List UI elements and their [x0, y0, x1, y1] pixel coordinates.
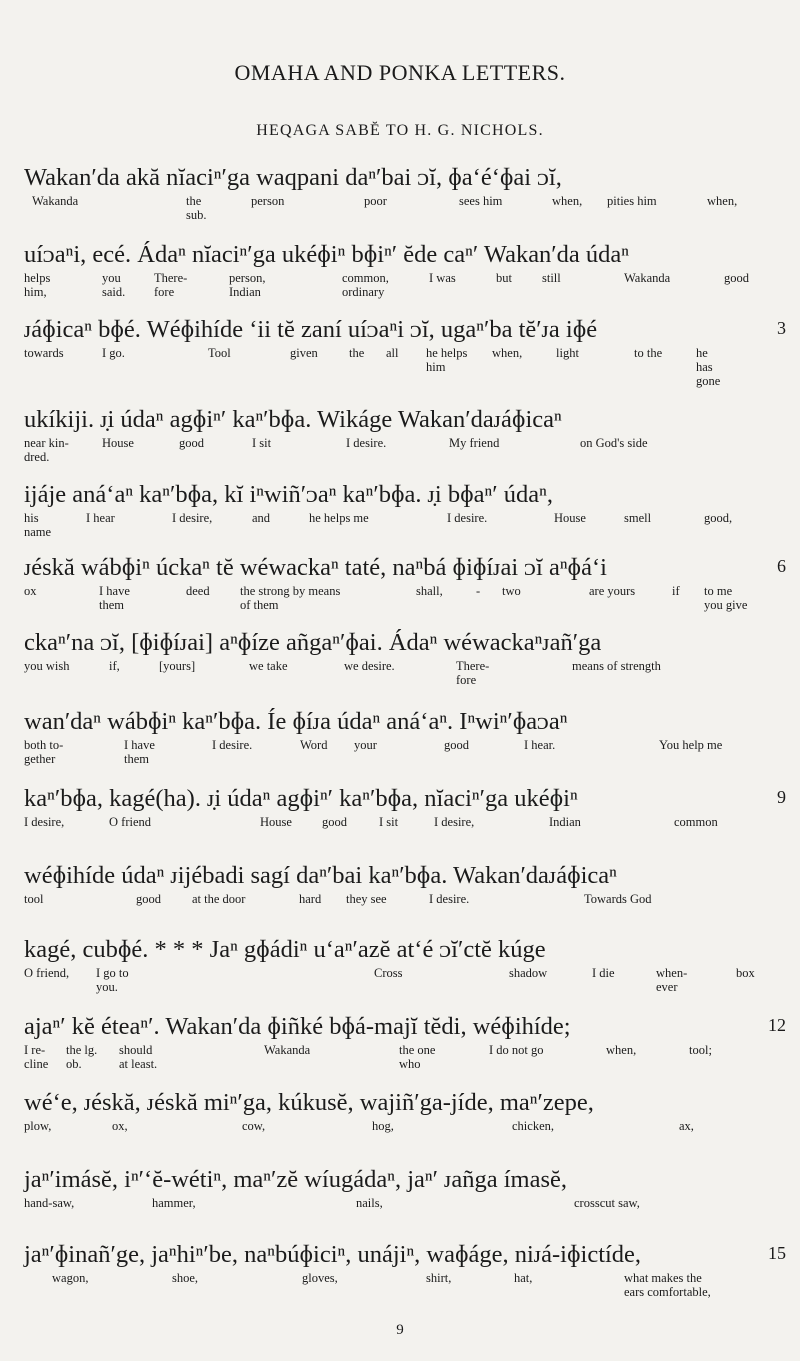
gloss-text: fore: [154, 285, 175, 299]
gloss-text: we desire.: [344, 659, 395, 673]
gloss-text: wagon,: [52, 1271, 89, 1285]
gloss-text: sub.: [186, 208, 207, 222]
gloss-word: [624, 511, 651, 525]
gloss-word: [656, 966, 687, 994]
gloss-text: he helps me: [309, 511, 369, 525]
gloss-word: [212, 738, 252, 752]
gloss-text: gone: [696, 374, 721, 388]
gloss-text: ever: [656, 980, 678, 994]
gloss-text: helps: [24, 271, 51, 285]
gloss-text: shadow: [509, 966, 548, 980]
gloss-word: [456, 659, 489, 687]
gloss-word: [24, 271, 50, 299]
gloss-word: [349, 346, 364, 360]
gloss-word: [584, 892, 652, 906]
gloss-word: [24, 1043, 48, 1071]
gloss-word: [252, 436, 271, 450]
gloss-word: [322, 815, 347, 829]
gloss-word: [634, 346, 662, 360]
gloss-text: I have: [124, 738, 155, 752]
gloss-word: [242, 1119, 265, 1133]
line-number: 3: [777, 318, 786, 338]
gloss-text: good: [179, 436, 204, 450]
gloss-word: [102, 436, 134, 450]
gloss-text: O friend: [109, 815, 151, 829]
gloss-text: person: [251, 194, 285, 208]
gloss-word: [66, 1043, 97, 1071]
gloss-text: you give: [704, 598, 748, 612]
gloss-text: I re-: [24, 1043, 46, 1057]
gloss-text: you.: [96, 980, 118, 994]
gloss-word: [589, 584, 635, 598]
gloss-text: I desire.: [212, 738, 253, 752]
gloss-text: him: [426, 360, 446, 374]
text-line: ukíkiji. ᴊ̣i údaⁿ agɸiⁿ′ kaⁿ′bɸa. Wikáge Wakan′daᴊáɸicaⁿ: [24, 406, 562, 433]
gloss-word: [24, 892, 43, 906]
gloss-word: [154, 271, 187, 299]
gloss-text: hat,: [514, 1271, 533, 1285]
gloss-text: hard: [299, 892, 322, 906]
gloss-word: [172, 1271, 198, 1285]
gloss-text: shoe,: [172, 1271, 199, 1285]
gloss-word: [574, 1196, 640, 1210]
gloss-word: [240, 584, 340, 612]
text-line: ckaⁿ′na ᴐĭ, [ɸiɸíᴊai] aⁿɸíze añgaⁿ′ɸai. Ádaⁿ wéwackaⁿᴊañ′ga: [24, 629, 602, 656]
gloss-text: dred.: [24, 450, 50, 464]
gloss-word: [109, 659, 120, 673]
gloss-text: hog,: [372, 1119, 394, 1133]
text-line: wé‘e, ᴊéskă, ᴊéskă miⁿ′ga, kúkusĕ, wajiñ′ga-jíde, maⁿ′zepe,: [24, 1089, 594, 1116]
gloss-text: You help me: [659, 738, 723, 752]
gloss-word: [112, 1119, 128, 1133]
gloss-text: shall,: [416, 584, 443, 598]
gloss-text: he: [696, 346, 708, 360]
gloss-text: fore: [456, 673, 477, 687]
letter-heading: HEQAGA SABĔ TO H. G. NICHOLS.: [256, 122, 544, 139]
gloss-text: when-: [656, 966, 688, 980]
gloss-word: [444, 738, 469, 752]
gloss-text: the: [349, 346, 365, 360]
gloss-text: Word: [300, 738, 328, 752]
gloss-text: chicken,: [512, 1119, 554, 1133]
gloss-text: the strong by means: [240, 584, 341, 598]
gloss-word: [672, 584, 680, 598]
gloss-word: [344, 659, 395, 673]
gloss-text: if: [672, 584, 680, 598]
gloss-word: [249, 659, 288, 673]
gloss-word: [24, 738, 63, 766]
gloss-text: at the door: [192, 892, 246, 906]
gloss-word: [514, 1271, 532, 1285]
page-number: 9: [396, 1322, 404, 1338]
gloss-text: hammer,: [152, 1196, 196, 1210]
gloss-word: [542, 271, 561, 285]
gloss-text: said.: [102, 285, 126, 299]
gloss-text: good,: [704, 511, 733, 525]
gloss-text: ob.: [66, 1057, 82, 1071]
gloss-word: [592, 966, 615, 980]
gloss-text: good: [724, 271, 749, 285]
text-line: ᴊáɸicaⁿ bɸé. Wéɸihíde ‘ii tĕ zaní uíᴐaⁿi ᴐĭ, ugaⁿ′ba tĕ′ᴊa iɸé: [24, 316, 598, 343]
gloss-text: I desire.: [346, 436, 387, 450]
text-line: wéɸihíde údaⁿ ᴊijébadi sagí daⁿ′bai kaⁿ′bɸa. Wakan′daᴊáɸicaⁿ: [24, 862, 617, 889]
gloss-word: [736, 966, 755, 980]
gloss-text: the lg.: [66, 1043, 98, 1057]
gloss-text: box: [736, 966, 755, 980]
gloss-text: Wakanda: [32, 194, 79, 208]
gloss-word: [24, 346, 64, 360]
gloss-text: good: [322, 815, 347, 829]
gloss-text: I die: [592, 966, 615, 980]
gloss-word: [374, 966, 402, 980]
gloss-text: to me: [704, 584, 733, 598]
gloss-text: I hear: [86, 511, 115, 525]
gloss-text: tool;: [689, 1043, 712, 1057]
gloss-text: you: [102, 271, 121, 285]
gloss-text: Indian: [549, 815, 581, 829]
gloss-text: House: [102, 436, 134, 450]
gloss-word: [492, 346, 522, 360]
gloss-text: I go.: [102, 346, 125, 360]
gloss-text: poor: [364, 194, 387, 208]
gloss-word: [549, 815, 581, 829]
gloss-text: shirt,: [426, 1271, 452, 1285]
gloss-text: common: [674, 815, 718, 829]
gloss-text: I have: [99, 584, 130, 598]
gloss-text: to the: [634, 346, 663, 360]
gloss-word: [416, 584, 443, 598]
gloss-text: towards: [24, 346, 64, 360]
gloss-text: [yours]: [159, 659, 196, 673]
gloss-word: [32, 194, 78, 208]
gloss-text: I desire.: [447, 511, 488, 525]
gloss-text: given: [290, 346, 318, 360]
gloss-word: [489, 1043, 544, 1057]
gloss-text: House: [554, 511, 586, 525]
gloss-word: [689, 1043, 712, 1057]
gloss-text: of them: [240, 598, 279, 612]
gloss-text: I desire,: [434, 815, 475, 829]
gloss-word: [364, 194, 387, 208]
gloss-text: House: [260, 815, 292, 829]
gloss-text: Cross: [374, 966, 403, 980]
text-line: uíᴐaⁿi, ecé. Ádaⁿ nĭaciⁿ′ga ukéɸiⁿ bɸiⁿ′ ĕde caⁿ′ Wakan′da údaⁿ: [24, 241, 630, 268]
gloss-text: crosscut saw,: [574, 1196, 640, 1210]
gloss-text: when,: [606, 1043, 637, 1057]
gloss-text: common,: [342, 271, 389, 285]
gloss-text: near kin-: [24, 436, 69, 450]
gloss-text: good: [136, 892, 161, 906]
gloss-word: [624, 1271, 711, 1299]
gloss-text: they see: [346, 892, 387, 906]
gloss-text: tool: [24, 892, 44, 906]
gloss-text: cline: [24, 1057, 49, 1071]
gloss-text: if,: [109, 659, 120, 673]
gloss-text: two: [502, 584, 521, 598]
gloss-word: [724, 271, 749, 285]
gloss-text: ears comfortable,: [624, 1285, 711, 1299]
text-line: kaⁿ′bɸa, kagé(ha). ᴊ̣i údaⁿ agɸiⁿ′ kaⁿ′bɸa, nĭaciⁿ′ga ukéɸiⁿ: [24, 785, 578, 812]
gloss-text: but: [496, 271, 512, 285]
gloss-text: still: [542, 271, 561, 285]
gloss-word: [386, 346, 399, 360]
gloss-word: [24, 1196, 74, 1210]
gloss-text: on God's side: [580, 436, 648, 450]
gloss-text: at least.: [119, 1057, 158, 1071]
gloss-text: sees him: [459, 194, 503, 208]
gloss-word: [554, 511, 586, 525]
gloss-text: My friend: [449, 436, 500, 450]
gloss-word: [429, 892, 469, 906]
gloss-word: [24, 815, 64, 829]
gloss-text: -: [476, 584, 481, 598]
gloss-word: [346, 436, 386, 450]
gloss-text: Indian: [229, 285, 261, 299]
gloss-text: the: [186, 194, 202, 208]
gloss-word: [159, 659, 195, 673]
gloss-word: [300, 738, 327, 752]
gloss-text: Wakanda: [624, 271, 671, 285]
line-number: 12: [768, 1015, 786, 1035]
gloss-word: [496, 271, 512, 285]
gloss-word: [606, 1043, 636, 1057]
gloss-word: [124, 738, 155, 766]
gloss-word: [109, 815, 151, 829]
page-title: OMAHA AND PONKA LETTERS.: [234, 60, 566, 85]
gloss-text: him,: [24, 285, 47, 299]
gloss-word: [24, 659, 70, 673]
gloss-text: light: [556, 346, 579, 360]
gloss-text: he helps: [426, 346, 468, 360]
gloss-text: your: [354, 738, 377, 752]
gloss-text: deed: [186, 584, 210, 598]
gloss-word: [459, 194, 502, 208]
gloss-text: I desire,: [172, 511, 213, 525]
gloss-word: [24, 966, 69, 980]
gloss-text: the one: [399, 1043, 436, 1057]
gloss-word: [290, 346, 318, 360]
gloss-text: you wish: [24, 659, 70, 673]
gloss-text: his: [24, 511, 39, 525]
gloss-text: Wakanda: [264, 1043, 311, 1057]
gloss-text: I do not go: [489, 1043, 544, 1057]
gloss-word: [179, 436, 204, 450]
gloss-word: [99, 584, 130, 612]
gloss-word: [674, 815, 718, 829]
gloss-text: when,: [552, 194, 583, 208]
gloss-word: [552, 194, 582, 208]
line-number: 15: [768, 1243, 786, 1263]
gloss-text: I hear.: [524, 738, 556, 752]
gloss-text: means of strength: [572, 659, 661, 673]
gloss-text: smell: [624, 511, 652, 525]
gloss-text: what makes the: [624, 1271, 702, 1285]
gloss-text: are yours: [589, 584, 636, 598]
text-line: jaⁿ′imásĕ, iⁿ′‘ĕ-wétiⁿ, maⁿ′zĕ wíugádaⁿ, jaⁿ′ ᴊañga ímasĕ,: [24, 1166, 568, 1193]
gloss-word: [24, 511, 51, 539]
gloss-word: [346, 892, 387, 906]
gloss-text: Tool: [208, 346, 231, 360]
gloss-word: [704, 584, 747, 612]
gloss-word: [119, 1043, 157, 1071]
gloss-word: [399, 1043, 435, 1071]
text-line: wan′daⁿ wábɸiⁿ kaⁿ′bɸa. Íe ɸíᴊa údaⁿ aná‘aⁿ. Iⁿwiⁿ′ɸaᴐaⁿ: [24, 708, 568, 735]
gloss-text: should: [119, 1043, 153, 1057]
gloss-word: [696, 346, 720, 388]
text-line: kagé, cubɸé. * * * Jaⁿ gɸádiⁿ u‘aⁿ′azĕ at‘é ᴐĭ′ctĕ kúge: [24, 936, 546, 963]
gloss-word: [24, 1119, 51, 1133]
gloss-word: [299, 892, 321, 906]
text-line: Wakan′da akă nĭaciⁿ′ga waqpani daⁿ′bai ᴐĭ, ɸa‘é‘ɸai ᴐĭ,: [24, 164, 562, 191]
gloss-word: [302, 1271, 338, 1285]
gloss-word: [524, 738, 555, 752]
gloss-word: [512, 1119, 554, 1133]
gloss-text: I sit: [252, 436, 272, 450]
gloss-word: [509, 966, 547, 980]
gloss-text: nails,: [356, 1196, 383, 1210]
gloss-text: and: [252, 511, 271, 525]
gloss-word: [96, 966, 129, 994]
gloss-word: [186, 584, 210, 598]
gloss-word: [229, 271, 265, 299]
gloss-word: [372, 1119, 394, 1133]
gloss-text: person,: [229, 271, 266, 285]
gloss-text: ordinary: [342, 285, 385, 299]
gloss-text: gether: [24, 752, 56, 766]
line-number: 6: [777, 556, 786, 576]
gloss-word: [572, 659, 661, 673]
gloss-word: [192, 892, 245, 906]
gloss-word: [659, 738, 722, 752]
gloss-word: [102, 346, 125, 360]
text-line: ajaⁿ′ kĕ éteaⁿ′. Wakan′da ɸiñké bɸá-majĭ tĕdi, wéɸihíde;: [24, 1013, 571, 1040]
gloss-word: [86, 511, 115, 525]
gloss-word: [24, 436, 69, 464]
gloss-word: [624, 271, 670, 285]
gloss-text: ox,: [112, 1119, 128, 1133]
gloss-word: [356, 1196, 383, 1210]
gloss-word: [502, 584, 521, 598]
gloss-word: [309, 511, 369, 525]
gloss-text: I sit: [379, 815, 399, 829]
gloss-text: all: [386, 346, 399, 360]
gloss-text: when,: [492, 346, 523, 360]
gloss-word: [251, 194, 284, 208]
gloss-word: [434, 815, 474, 829]
gloss-text: who: [399, 1057, 421, 1071]
gloss-text: ax,: [679, 1119, 694, 1133]
text-line: ijáje aná‘aⁿ kaⁿ′bɸa, kĭ iⁿwiñ′ᴐaⁿ kaⁿ′bɸa. ᴊ̣i bɸaⁿ′ údaⁿ,: [24, 481, 553, 508]
gloss-text: name: [24, 525, 52, 539]
gloss-word: [186, 194, 207, 222]
gloss-word: [264, 1043, 310, 1057]
gloss-word: [260, 815, 292, 829]
gloss-word: [707, 194, 737, 208]
gloss-text: ox: [24, 584, 37, 598]
gloss-text: gloves,: [302, 1271, 338, 1285]
gloss-text: has: [696, 360, 713, 374]
gloss-word: [136, 892, 161, 906]
gloss-word: [152, 1196, 196, 1210]
gloss-text: both to-: [24, 738, 64, 752]
gloss-text: them: [124, 752, 149, 766]
gloss-text: plow,: [24, 1119, 52, 1133]
text-line: jaⁿ′ɸinañ′ge, jaⁿhiⁿ′be, naⁿbúɸiciⁿ, unájiⁿ, waɸáge, niᴊá-iɸictíde,: [24, 1241, 642, 1268]
gloss-word: [24, 584, 37, 598]
gloss-text: pities him: [607, 194, 657, 208]
gloss-text: There-: [154, 271, 188, 285]
gloss-word: [426, 346, 467, 374]
gloss-text: when,: [707, 194, 738, 208]
gloss-word: [476, 584, 480, 598]
gloss-word: [379, 815, 398, 829]
gloss-text: There-: [456, 659, 490, 673]
gloss-text: I desire.: [429, 892, 470, 906]
gloss-word: [172, 511, 212, 525]
gloss-text: I desire,: [24, 815, 65, 829]
text-line: ᴊéskă wábɸiⁿ úckaⁿ tĕ wéwackaⁿ taté, naⁿbá ɸiɸíᴊai ᴐĭ aⁿɸá‘i: [24, 554, 607, 581]
gloss-word: [102, 271, 125, 299]
gloss-word: [447, 511, 487, 525]
gloss-word: [704, 511, 732, 525]
gloss-text: O friend,: [24, 966, 70, 980]
gloss-text: good: [444, 738, 469, 752]
gloss-word: [208, 346, 231, 360]
gloss-text: hand-saw,: [24, 1196, 75, 1210]
gloss-word: [556, 346, 579, 360]
gloss-word: [426, 1271, 451, 1285]
gloss-text: I go to: [96, 966, 129, 980]
gloss-word: [52, 1271, 88, 1285]
gloss-word: [607, 194, 657, 208]
gloss-word: [252, 511, 270, 525]
gloss-word: [429, 271, 456, 285]
gloss-word: [449, 436, 499, 450]
gloss-text: Towards God: [584, 892, 652, 906]
gloss-word: [679, 1119, 694, 1133]
gloss-word: [354, 738, 377, 752]
line-number: 9: [777, 787, 786, 807]
gloss-text: them: [99, 598, 124, 612]
gloss-word: [342, 271, 389, 299]
gloss-text: cow,: [242, 1119, 266, 1133]
gloss-text: we take: [249, 659, 288, 673]
gloss-text: I was: [429, 271, 456, 285]
gloss-word: [580, 436, 648, 450]
